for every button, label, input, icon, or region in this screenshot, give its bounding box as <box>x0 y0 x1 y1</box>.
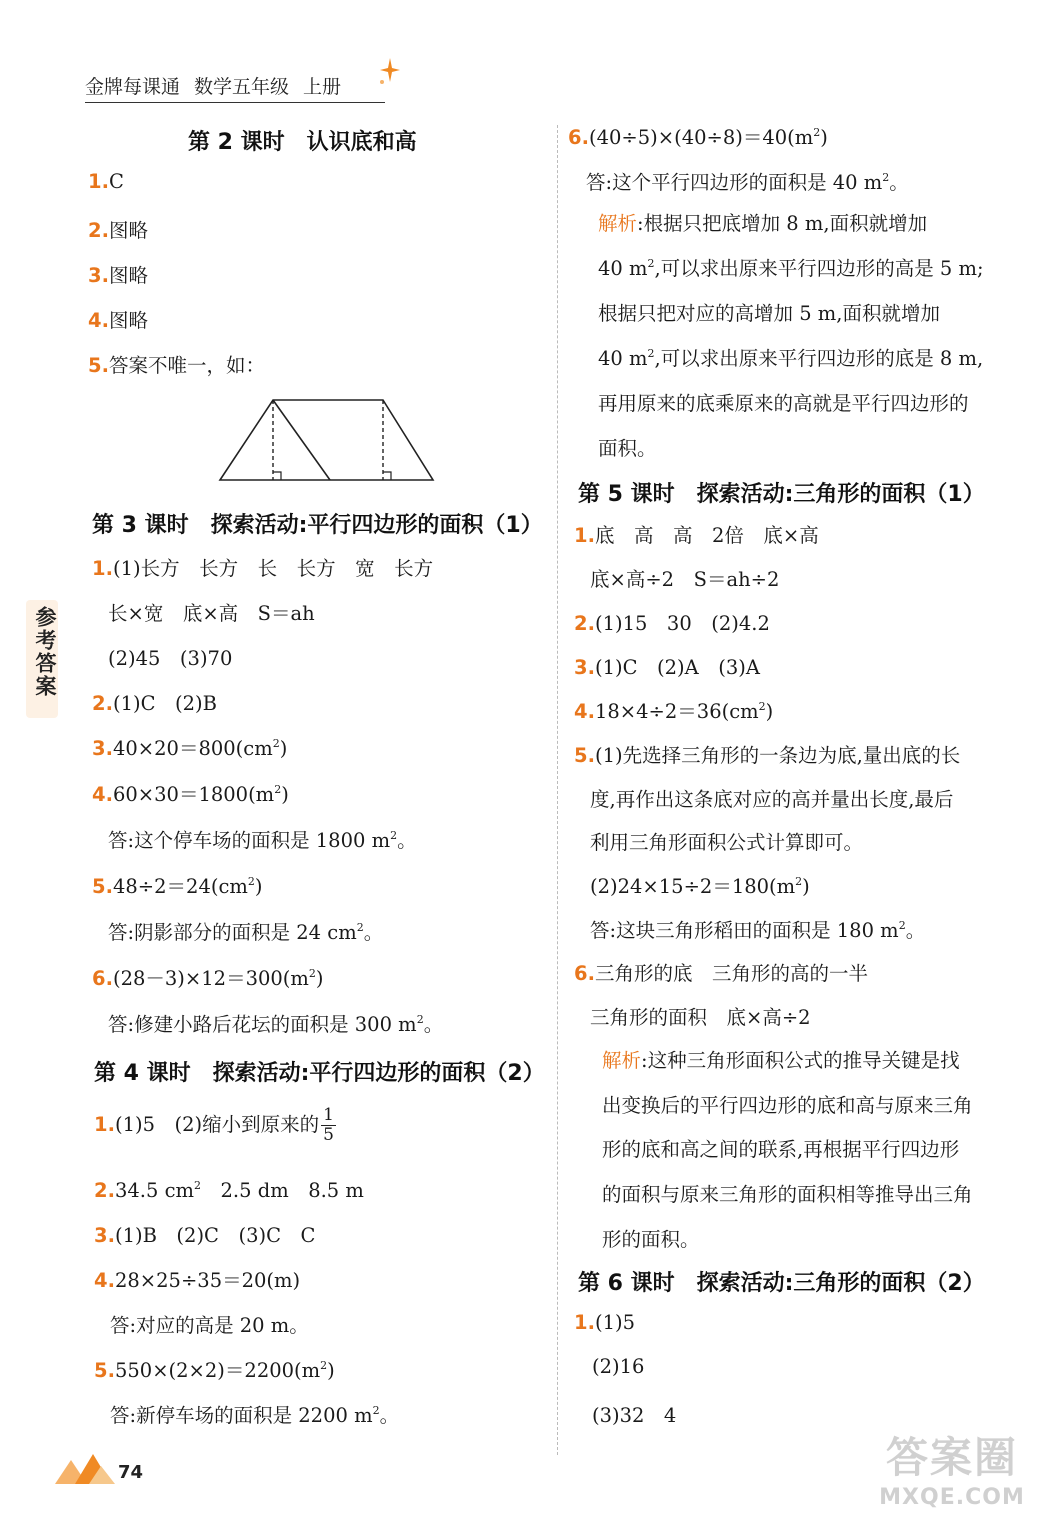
answer-line: 三角形的面积 底×高÷2 <box>590 1006 811 1029</box>
answer-line: $(2)24\times 15\div 2=180(m^2)$ <box>590 875 810 898</box>
subject: 数学五年级 <box>194 76 290 98</box>
watermark: 答案圈 MXQE.COM <box>879 1433 1025 1510</box>
analysis-line: 出变换后的平行四边形的底和高与原来三角 <box>602 1094 973 1117</box>
side-tab: 参考答案 <box>26 600 58 718</box>
answer-line: 1.(1)5 <box>574 1311 636 1334</box>
answer-line: 5.(1)先选择三角形的一条边为底,量出底的长 <box>574 744 961 767</box>
answer-line: 3.(1)C (2)A (3)A <box>574 656 760 679</box>
lesson-4-title: 第 4 课时 探索活动:平行四边形的面积（2） <box>94 1061 545 1086</box>
lesson-3-title: 第 3 课时 探索活动:平行四边形的面积（1） <box>92 513 543 538</box>
answer-line: 利用三角形面积公式计算即可。 <box>590 831 864 854</box>
answer-line: 4.28×25÷35＝20(m) <box>94 1269 301 1292</box>
mountain-icon <box>55 1448 117 1488</box>
lesson-6-title: 第 6 课时 探索活动:三角形的面积（2） <box>578 1271 985 1296</box>
answer-line: 1.(1)5 (2)缩小到原来的 $\frac{1}{5}$ <box>94 1105 334 1145</box>
lesson-2-title: 第 2 课时 认识底和高 <box>188 130 417 155</box>
answer-line: 答:阴影部分的面积是 24 $cm^2$。 <box>108 921 384 944</box>
answer-line: (2)16 <box>592 1355 645 1378</box>
analysis-line: 根据只把对应的高增加 5 m,面积就增加 <box>598 302 940 325</box>
answer-line: 1.C <box>88 170 124 193</box>
answer-line: $6.(40\div 5)\times(40\div 8)=40(m^2)$ <box>568 126 828 149</box>
page-number: 74 <box>118 1462 144 1483</box>
fraction: $\frac{1}{5}$ <box>323 1105 334 1145</box>
answer-line: (3)32 4 <box>592 1404 677 1427</box>
answer-line: $4.60\times 30=1800(m^2)$ <box>92 783 289 806</box>
analysis-line: 解析:这种三角形面积公式的推导关键是找 <box>602 1049 960 1072</box>
analysis-line: 形的面积。 <box>602 1228 700 1251</box>
answer-line: 长×宽 底×高 S＝ah <box>108 602 315 625</box>
answer-line: 答:这个停车场的面积是 1800 $m^2$。 <box>108 829 417 852</box>
answer-line: 度,再作出这条底对应的高并量出长度,最后 <box>590 788 954 811</box>
answer-line: $3.40\times 20=800(cm^2)$ <box>92 737 288 760</box>
answer-line: $5.550\times(2\times 2)=2200(m^2)$ <box>94 1359 335 1382</box>
answer-line: 2.图略 <box>88 219 148 242</box>
answer-line: 底×高÷2 S＝ah÷2 <box>590 568 780 591</box>
analysis-line: 的面积与原来三角形的面积相等推导出三角 <box>602 1183 973 1206</box>
answer-line: 4.图略 <box>88 309 148 332</box>
analysis-line: 再用原来的底乘原来的高就是平行四边形的 <box>598 392 969 415</box>
analysis-line: 解析:根据只把底增加 8 m,面积就增加 <box>598 212 928 235</box>
answer-line: 答:这块三角形稻田的面积是 180 $m^2$。 <box>590 919 926 942</box>
analysis-line: 形的底和高之间的联系,再根据平行四边形 <box>602 1138 960 1161</box>
analysis-line: 40 $m^2$,可以求出原来平行四边形的底是 8 m, <box>598 347 984 370</box>
answer-line: 2.(1)C (2)B <box>92 692 217 715</box>
trapezoid-figure <box>215 392 440 484</box>
analysis-line: 40 $m^2$,可以求出原来平行四边形的高是 5 m; <box>598 257 984 280</box>
answer-line: 2.34.5 $cm^2$ 2.5 dm 8.5 m <box>94 1179 364 1202</box>
answer-line: 3.(1)B (2)C (3)C C <box>94 1224 316 1247</box>
running-header <box>85 72 355 99</box>
answer-line: 答:新停车场的面积是 2200 $m^2$。 <box>110 1404 400 1427</box>
answer-line: 答:修建小路后花坛的面积是 300 $m^2$。 <box>108 1013 444 1036</box>
answer-line: 答:这个平行四边形的面积是 40 $m^2$。 <box>586 171 909 194</box>
answer-line: 1.底 高 高 2倍 底×高 <box>574 524 819 547</box>
answer-line: $6.(28-3)\times 12=300(m^2)$ <box>92 967 324 990</box>
answer-line: $4.18\times 4\div 2=36(cm^2)$ <box>574 700 774 723</box>
answer-line: $5.48\div 2=24(cm^2)$ <box>92 875 263 898</box>
analysis-line: 面积。 <box>598 437 657 460</box>
answer-line: 1.(1)长方 长方 长 长方 宽 长方 <box>92 557 434 580</box>
answer-line: 5.答案不唯一，如： <box>88 354 265 377</box>
answer-line: 答:对应的高是 20 m。 <box>110 1314 309 1337</box>
brand: 金牌每课通 <box>85 76 181 98</box>
header-rule <box>85 102 385 103</box>
answer-line: 3.图略 <box>88 264 148 287</box>
sparkle-icon <box>378 56 402 88</box>
column-divider <box>557 125 558 1455</box>
lesson-5-title: 第 5 课时 探索活动:三角形的面积（1） <box>578 482 985 507</box>
answer-line: 2.(1)15 30 (2)4.2 <box>574 612 770 635</box>
term: 上册 <box>303 76 342 98</box>
answer-line: (2)45 (3)70 <box>108 647 233 670</box>
answer-line: 6.三角形的底 三角形的高的一半 <box>574 962 868 985</box>
